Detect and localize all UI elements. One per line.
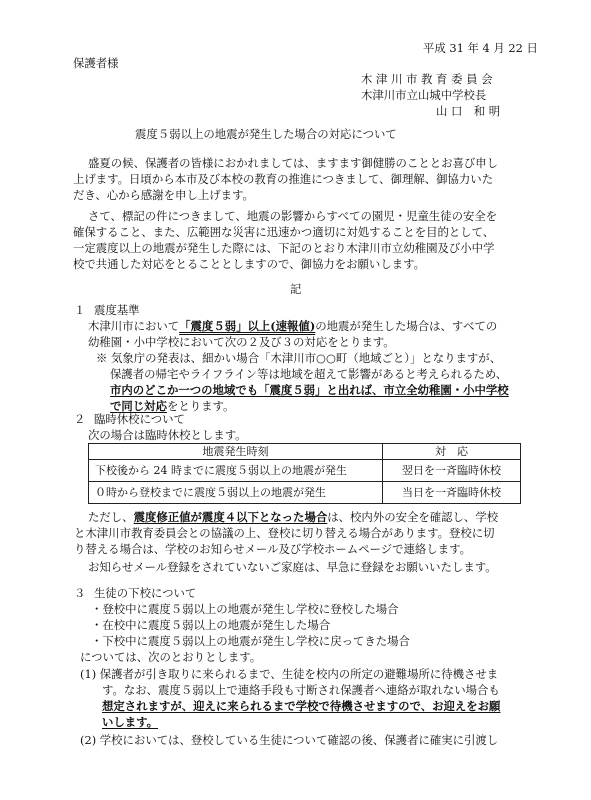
- section2-after-line3: り替える場合は、学校のお知らせメール及び学校ホームページで連絡します。: [74, 542, 471, 556]
- text: は、校内外の安全を確認し、学校: [327, 510, 499, 524]
- page-title: 震度５弱以上の地震が発生した場合の対応について: [135, 127, 397, 141]
- item1-line: 想定されますが、迎えに来られるまで学校で待機させますので、お迎えをお願: [102, 699, 501, 713]
- ki-heading: 記: [290, 282, 302, 296]
- intro-line: 上げます。日頃から本市及び本校の教育の推進につきまして、御理解、御協力いた: [73, 172, 494, 186]
- item1-line: (1) 保護者が引き取りに来られるまで、生徒を校内の所定の避難場所に待機させま: [80, 667, 499, 681]
- section2-mail-note: お知らせメール登録をされていないご家庭は、早急に登録をお願いいたします。: [88, 560, 497, 574]
- emphasis: 震度修正値が震度４以下となった場合: [133, 510, 328, 524]
- section3-number: ３: [74, 586, 86, 600]
- text: ただし、: [88, 510, 134, 524]
- item1-line: す。なお、震度５弱以上で連絡手段も寸断され保護者へ連絡が取れない場合も: [102, 683, 500, 697]
- section1-note-line4: [110, 399, 234, 413]
- list-item: ・登校中に震度５弱以上の地震が発生し学校に登校した場合: [91, 602, 399, 616]
- intro-line: さて、標記の件につきまして、地震の影響からすべての園児・児童生徒の安全を: [88, 209, 498, 223]
- section2-lead: 次の場合は臨時休校とします。: [88, 428, 247, 442]
- section1-number: １: [74, 303, 86, 317]
- table-cell: 下校後から 24 時までに震度５弱以上の地震が発生: [89, 460, 383, 482]
- addressee: 保護者様: [73, 56, 119, 70]
- table-header: 対 応: [383, 444, 521, 460]
- table-header: 地震発生時刻: [89, 444, 383, 460]
- text: をとります。: [166, 399, 235, 413]
- section2-title: 臨時休校について: [94, 412, 185, 426]
- text: 木津川市において: [88, 319, 180, 333]
- section1-title: 震度基準: [94, 303, 140, 317]
- sender-org: 木 津 川 市 教 育 委 員 会: [361, 72, 493, 86]
- sender-school: 木津川市立山城中学校長: [361, 88, 487, 102]
- item1-line: いします。: [102, 715, 159, 729]
- intro-line: だき、心から感謝を申し上げます。: [73, 188, 254, 202]
- table-cell: 翌日を一斉臨時休校: [383, 460, 521, 482]
- emphasis-intensity: 「震度５弱」以上(速報値): [179, 319, 316, 333]
- section1-line2: 幼稚園・小中学校において次の２及び３の対応をとります。: [88, 335, 395, 349]
- date: 平成 31 年 4 月 22 日: [423, 41, 538, 55]
- intro-line: 一定震度以上の地震が発生した際には、下記のとおり木津川市立幼稚園及び小中学: [73, 241, 495, 255]
- sender-name: 山 口 和 明: [436, 104, 501, 118]
- item2-line: (2) 学校においては、登校している生徒について確認の後、保護者に確実に引渡し: [80, 733, 499, 747]
- intro-line: 盛夏の候、保護者の皆様におかれましては、ますます御健勝のこととお喜び申し: [88, 156, 499, 170]
- table-cell: ０時から登校までに震度５弱以上の地震が発生: [89, 482, 383, 504]
- text: の地震が発生した場合は、すべての: [315, 319, 498, 333]
- table-row: [89, 482, 521, 504]
- section1-note-line1: ※ 気象庁の発表は、細かい場合「木津川市○○町（地域ごと）」となりますが、: [96, 351, 502, 365]
- table-cell: 当日を一斉臨時休校: [383, 482, 521, 504]
- section1-note-line2: 保護者の帰宅やライフライン等は地域を超えて影響があると考えられるため、: [110, 367, 508, 381]
- intro-line: 確保すること、また、広範囲な災害に迅速かつ適切に対処することを目的として、: [73, 225, 495, 239]
- table-row: [89, 460, 521, 482]
- table-header-row: [89, 444, 521, 460]
- section2-after-line2: と木津川市教育委員会との協議の上、登校に切り替える場合があります。登校に切: [74, 526, 495, 540]
- section3-summary: については、次のとおりとします。: [80, 650, 262, 664]
- intro-line: 校で共通した対応をとることとしますので、御協力をお願いします。: [73, 257, 425, 271]
- section3-title: 生徒の下校について: [94, 586, 197, 600]
- list-item: ・下校中に震度５弱以上の地震が発生し学校に戻ってきた場合: [91, 634, 410, 648]
- section2-after-line1: [88, 510, 498, 524]
- emphasis: で同じ対応: [110, 399, 167, 413]
- list-item: ・在校中に震度５弱以上の地震が発生した場合: [91, 618, 331, 632]
- section1-line1: [88, 319, 497, 333]
- closure-table: [88, 443, 521, 504]
- section2-number: ２: [74, 412, 86, 426]
- section1-note-line3: 市内のどこか一つの地域でも「震度５弱」と出れば、市立全幼稚園・小中学校: [110, 383, 509, 397]
